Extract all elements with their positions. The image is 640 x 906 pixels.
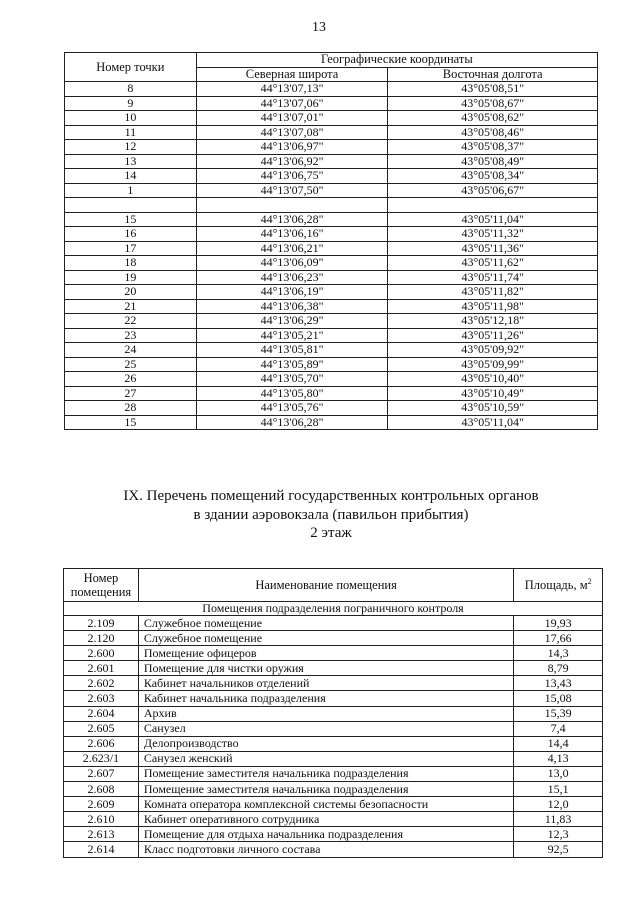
room-row <box>64 646 603 661</box>
room-row <box>64 812 603 827</box>
east-longitude-cell: 43°05'11,36" <box>388 241 598 256</box>
point-number-cell: 18 <box>65 256 197 271</box>
coordinate-row <box>65 357 598 372</box>
header-area-unit-sup: 2 <box>587 576 592 586</box>
room-row <box>64 797 603 812</box>
north-latitude-cell: 44°13'07,08" <box>196 125 388 140</box>
room-number-cell: 2.605 <box>64 721 139 736</box>
header-area-label: Площадь, м <box>524 577 588 592</box>
north-latitude-cell: 44°13'06,09" <box>196 256 388 271</box>
room-row <box>64 842 603 857</box>
point-number-cell: 1 <box>65 183 197 198</box>
east-longitude-cell: 43°05'08,51" <box>388 82 598 97</box>
room-name-cell: Помещение для чистки оружия <box>138 661 513 676</box>
empty-cell <box>388 198 598 213</box>
room-area-cell: 15,1 <box>514 782 603 797</box>
north-latitude-cell: 44°13'05,21" <box>196 328 388 343</box>
room-name-cell: Кабинет оперативного сотрудника <box>138 812 513 827</box>
point-number-cell: 19 <box>65 270 197 285</box>
east-longitude-cell: 43°05'08,67" <box>388 96 598 111</box>
room-number-cell: 2.610 <box>64 812 139 827</box>
header-room-area <box>514 569 603 602</box>
east-longitude-cell: 43°05'11,04" <box>388 415 598 430</box>
coordinate-row <box>65 401 598 416</box>
north-latitude-cell: 44°13'06,28" <box>196 415 388 430</box>
room-area-cell: 19,93 <box>514 616 603 631</box>
north-latitude-cell: 44°13'06,38" <box>196 299 388 314</box>
room-area-cell: 15,39 <box>514 706 603 721</box>
room-row <box>64 691 603 706</box>
point-number-cell: 24 <box>65 343 197 358</box>
point-number-cell: 28 <box>65 401 197 416</box>
room-name-cell: Делопроизводство <box>138 736 513 751</box>
header-geo-coordinates: Географические координаты <box>196 53 597 68</box>
coordinates-table <box>64 52 598 430</box>
point-number-cell: 17 <box>65 241 197 256</box>
coordinate-row <box>65 227 598 242</box>
east-longitude-cell: 43°05'06,67" <box>388 183 598 198</box>
north-latitude-cell: 44°13'05,70" <box>196 372 388 387</box>
room-name-cell: Помещение заместителя начальника подразделения <box>138 782 513 797</box>
section-heading <box>64 487 598 543</box>
east-longitude-cell: 43°05'09,99" <box>388 357 598 372</box>
coordinate-row <box>65 154 598 169</box>
point-number-cell: 16 <box>65 227 197 242</box>
header-room-number-line1: Номер <box>83 571 119 585</box>
room-row <box>64 827 603 842</box>
room-area-cell: 12,3 <box>514 827 603 842</box>
north-latitude-cell: 44°13'06,97" <box>196 140 388 155</box>
coordinate-row <box>65 212 598 227</box>
coordinate-row <box>65 111 598 126</box>
point-number-cell: 10 <box>65 111 197 126</box>
point-number-cell: 8 <box>65 82 197 97</box>
east-longitude-cell: 43°05'10,49" <box>388 386 598 401</box>
east-longitude-cell: 43°05'08,49" <box>388 154 598 169</box>
room-row <box>64 766 603 781</box>
coordinate-row <box>65 270 598 285</box>
point-number-cell: 15 <box>65 212 197 227</box>
north-latitude-cell: 44°13'07,13" <box>196 82 388 97</box>
east-longitude-cell: 43°05'10,40" <box>388 372 598 387</box>
room-number-cell: 2.613 <box>64 827 139 842</box>
room-area-cell: 15,08 <box>514 691 603 706</box>
point-number-cell: 12 <box>65 140 197 155</box>
room-number-cell: 2.608 <box>64 782 139 797</box>
room-number-cell: 2.109 <box>64 616 139 631</box>
header-room-number <box>64 569 139 602</box>
room-area-cell: 8,79 <box>514 661 603 676</box>
room-row <box>64 616 603 631</box>
room-area-cell: 12,0 <box>514 797 603 812</box>
east-longitude-cell: 43°05'11,74" <box>388 270 598 285</box>
room-area-cell: 92,5 <box>514 842 603 857</box>
east-longitude-cell: 43°05'08,46" <box>388 125 598 140</box>
east-longitude-cell: 43°05'08,62" <box>388 111 598 126</box>
room-area-cell: 4,13 <box>514 751 603 766</box>
room-name-cell: Помещение офицеров <box>138 646 513 661</box>
room-number-cell: 2.120 <box>64 631 139 646</box>
coordinate-row <box>65 314 598 329</box>
coordinate-row <box>65 256 598 271</box>
room-row <box>64 661 603 676</box>
east-longitude-cell: 43°05'09,92" <box>388 343 598 358</box>
east-longitude-cell: 43°05'11,62" <box>388 256 598 271</box>
room-name-cell: Санузел женский <box>138 751 513 766</box>
room-name-cell: Помещение для отдыха начальника подразделения <box>138 827 513 842</box>
room-number-cell: 2.609 <box>64 797 139 812</box>
room-area-cell: 17,66 <box>514 631 603 646</box>
coordinate-row <box>65 328 598 343</box>
subsection-row <box>64 602 603 616</box>
room-name-cell: Помещение заместителя начальника подразделения <box>138 766 513 781</box>
room-number-cell: 2.603 <box>64 691 139 706</box>
east-longitude-cell: 43°05'10,59" <box>388 401 598 416</box>
room-name-cell: Санузел <box>138 721 513 736</box>
empty-cell <box>65 198 197 213</box>
coordinate-row <box>65 96 598 111</box>
room-name-cell: Кабинет начальника подразделения <box>138 691 513 706</box>
north-latitude-cell: 44°13'05,81" <box>196 343 388 358</box>
north-latitude-cell: 44°13'06,29" <box>196 314 388 329</box>
point-number-cell: 20 <box>65 285 197 300</box>
room-number-cell: 2.614 <box>64 842 139 857</box>
point-number-cell: 11 <box>65 125 197 140</box>
point-number-cell: 27 <box>65 386 197 401</box>
rooms-table <box>63 568 603 858</box>
header-room-name: Наименование помещения <box>138 569 513 602</box>
room-row <box>64 706 603 721</box>
room-row <box>64 736 603 751</box>
room-row <box>64 751 603 766</box>
page-number: 13 <box>312 20 326 35</box>
room-number-cell: 2.602 <box>64 676 139 691</box>
east-longitude-cell: 43°05'12,18" <box>388 314 598 329</box>
section-title-line1: IX. Перечень помещений государственных контрольных органов <box>123 488 539 504</box>
room-row <box>64 721 603 736</box>
room-number-cell: 2.601 <box>64 661 139 676</box>
coordinate-row <box>65 183 598 198</box>
coordinate-row <box>65 241 598 256</box>
room-area-cell: 13,0 <box>514 766 603 781</box>
coordinate-row <box>65 343 598 358</box>
coordinate-row <box>65 140 598 155</box>
east-longitude-cell: 43°05'11,98" <box>388 299 598 314</box>
room-name-cell: Служебное помещение <box>138 631 513 646</box>
coordinate-row <box>65 82 598 97</box>
room-number-cell: 2.607 <box>64 766 139 781</box>
room-area-cell: 13,43 <box>514 676 603 691</box>
point-number-cell: 9 <box>65 96 197 111</box>
coordinate-row <box>65 386 598 401</box>
coordinate-row <box>65 299 598 314</box>
separator-row <box>65 198 598 213</box>
header-north-latitude: Северная широта <box>196 67 388 82</box>
north-latitude-cell: 44°13'07,06" <box>196 96 388 111</box>
north-latitude-cell: 44°13'05,89" <box>196 357 388 372</box>
point-number-cell: 15 <box>65 415 197 430</box>
room-row <box>64 676 603 691</box>
north-latitude-cell: 44°13'06,21" <box>196 241 388 256</box>
north-latitude-cell: 44°13'06,16" <box>196 227 388 242</box>
room-row <box>64 782 603 797</box>
point-number-cell: 25 <box>65 357 197 372</box>
coordinate-row <box>65 169 598 184</box>
north-latitude-cell: 44°13'06,92" <box>196 154 388 169</box>
room-area-cell: 11,83 <box>514 812 603 827</box>
room-name-cell: Кабинет начальников отделений <box>138 676 513 691</box>
room-number-cell: 2.606 <box>64 736 139 751</box>
room-row <box>64 631 603 646</box>
header-room-number-line2: помещения <box>70 585 132 599</box>
section-title-line2: в здании аэровокзала (павильон прибытия) <box>193 506 469 523</box>
coordinate-row <box>65 372 598 387</box>
point-number-cell: 13 <box>65 154 197 169</box>
north-latitude-cell: 44°13'07,50" <box>196 183 388 198</box>
point-number-cell: 26 <box>65 372 197 387</box>
header-east-longitude: Восточная долгота <box>388 67 598 82</box>
room-area-cell: 14,3 <box>514 646 603 661</box>
point-number-cell: 14 <box>65 169 197 184</box>
point-number-cell: 22 <box>65 314 197 329</box>
north-latitude-cell: 44°13'06,23" <box>196 270 388 285</box>
subsection-title: Помещения подразделения пограничного контроля <box>64 602 603 616</box>
east-longitude-cell: 43°05'08,37" <box>388 140 598 155</box>
coordinate-row <box>65 125 598 140</box>
north-latitude-cell: 44°13'06,28" <box>196 212 388 227</box>
room-number-cell: 2.604 <box>64 706 139 721</box>
north-latitude-cell: 44°13'06,19" <box>196 285 388 300</box>
room-name-cell: Класс подготовки личного состава <box>138 842 513 857</box>
coordinate-row <box>65 285 598 300</box>
room-number-cell: 2.600 <box>64 646 139 661</box>
room-area-cell: 14,4 <box>514 736 603 751</box>
east-longitude-cell: 43°05'08,34" <box>388 169 598 184</box>
east-longitude-cell: 43°05'11,32" <box>388 227 598 242</box>
room-name-cell: Служебное помещение <box>138 616 513 631</box>
empty-cell <box>196 198 388 213</box>
east-longitude-cell: 43°05'11,04" <box>388 212 598 227</box>
room-number-cell: 2.623/1 <box>64 751 139 766</box>
header-point-number: Номер точки <box>65 53 197 82</box>
room-name-cell: Комната оператора комплексной системы безопасности <box>138 797 513 812</box>
point-number-cell: 21 <box>65 299 197 314</box>
north-latitude-cell: 44°13'06,75" <box>196 169 388 184</box>
north-latitude-cell: 44°13'07,01" <box>196 111 388 126</box>
coordinate-row <box>65 415 598 430</box>
room-area-cell: 7,4 <box>514 721 603 736</box>
point-number-cell: 23 <box>65 328 197 343</box>
north-latitude-cell: 44°13'05,76" <box>196 401 388 416</box>
north-latitude-cell: 44°13'05,80" <box>196 386 388 401</box>
section-floor: 2 этаж <box>310 525 352 541</box>
east-longitude-cell: 43°05'11,82" <box>388 285 598 300</box>
east-longitude-cell: 43°05'11,26" <box>388 328 598 343</box>
room-name-cell: Архив <box>138 706 513 721</box>
